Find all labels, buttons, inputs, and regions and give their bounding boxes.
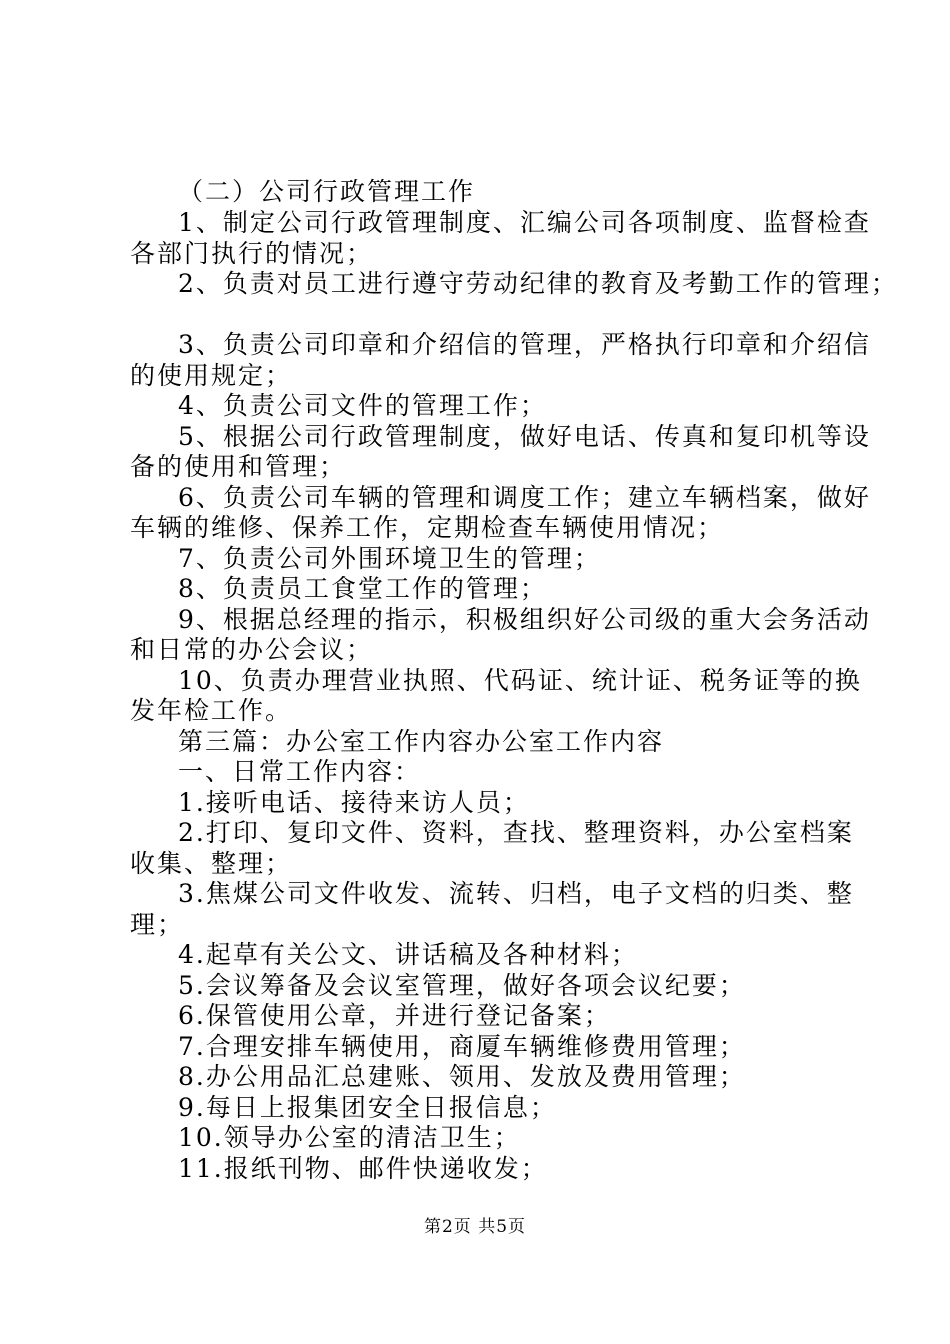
page-number-footer: 第2页 共5页 — [423, 1217, 527, 1237]
list-item: 1.接听电话、接待来访人员； — [178, 788, 530, 817]
list-item-continuation: 收集、整理； — [130, 849, 293, 878]
section-heading: （二）公司行政管理工作 — [178, 177, 476, 206]
paragraph-line: 备的使用和管理； — [130, 452, 347, 481]
list-item: 3.焦煤公司文件收发、流转、归档，电子文档的归类、整 — [178, 879, 854, 908]
list-item: 4.起草有关公文、讲话稿及各种材料； — [178, 940, 638, 969]
paragraph-line: 3、负责公司印章和介绍信的管理，严格执行印章和介绍信 — [178, 330, 871, 359]
paragraph-line: 4、负责公司文件的管理工作； — [178, 391, 547, 420]
paragraph-line: 车辆的维修、保养工作，定期检查车辆使用情况； — [130, 513, 725, 542]
chapter-heading: 第三篇：办公室工作内容办公室工作内容 — [178, 727, 665, 756]
paragraph-line: 发年检工作。 — [130, 696, 293, 725]
paragraph-line: 2、负责对员工进行遵守劳动纪律的教育及考勤工作的管理； — [178, 269, 898, 298]
list-item: 10.领导办公室的清洁卫生； — [178, 1123, 521, 1152]
list-item: 8.办公用品汇总建账、领用、发放及费用管理； — [178, 1062, 746, 1091]
paragraph-line: 的使用规定； — [130, 361, 293, 390]
list-item: 5.会议筹备及会议室管理，做好各项会议纪要； — [178, 971, 746, 1000]
list-item: 6.保管使用公章，并进行登记备案； — [178, 1001, 611, 1030]
paragraph-line: 10、负责办理营业执照、代码证、统计证、税务证等的换 — [178, 666, 862, 695]
list-item: 7.合理安排车辆使用，商厦车辆维修费用管理； — [178, 1032, 746, 1061]
paragraph-line: 5、根据公司行政管理制度，做好电话、传真和复印机等设 — [178, 422, 871, 451]
list-item-continuation: 理； — [130, 910, 185, 939]
list-item: 9.每日上报集团安全日报信息； — [178, 1093, 557, 1122]
paragraph-line: 1、制定公司行政管理制度、汇编公司各项制度、监督检查 — [178, 208, 871, 237]
paragraph-line: 各部门执行的情况； — [130, 239, 374, 268]
paragraph-line: 6、负责公司车辆的管理和调度工作；建立车辆档案，做好 — [178, 483, 871, 512]
section-heading: 一、日常工作内容： — [178, 757, 422, 786]
list-item: 2.打印、复印文件、资料，查找、整理资料，办公室档案 — [178, 818, 854, 847]
paragraph-line: 9、根据总经理的指示，积极组织好公司级的重大会务活动 — [178, 605, 871, 634]
paragraph-line: 8、负责员工食堂工作的管理； — [178, 574, 547, 603]
paragraph-line: 7、负责公司外围环境卫生的管理； — [178, 544, 601, 573]
list-item: 11.报纸刊物、邮件快递收发； — [178, 1154, 548, 1183]
paragraph-line: 和日常的办公会议； — [130, 635, 374, 664]
